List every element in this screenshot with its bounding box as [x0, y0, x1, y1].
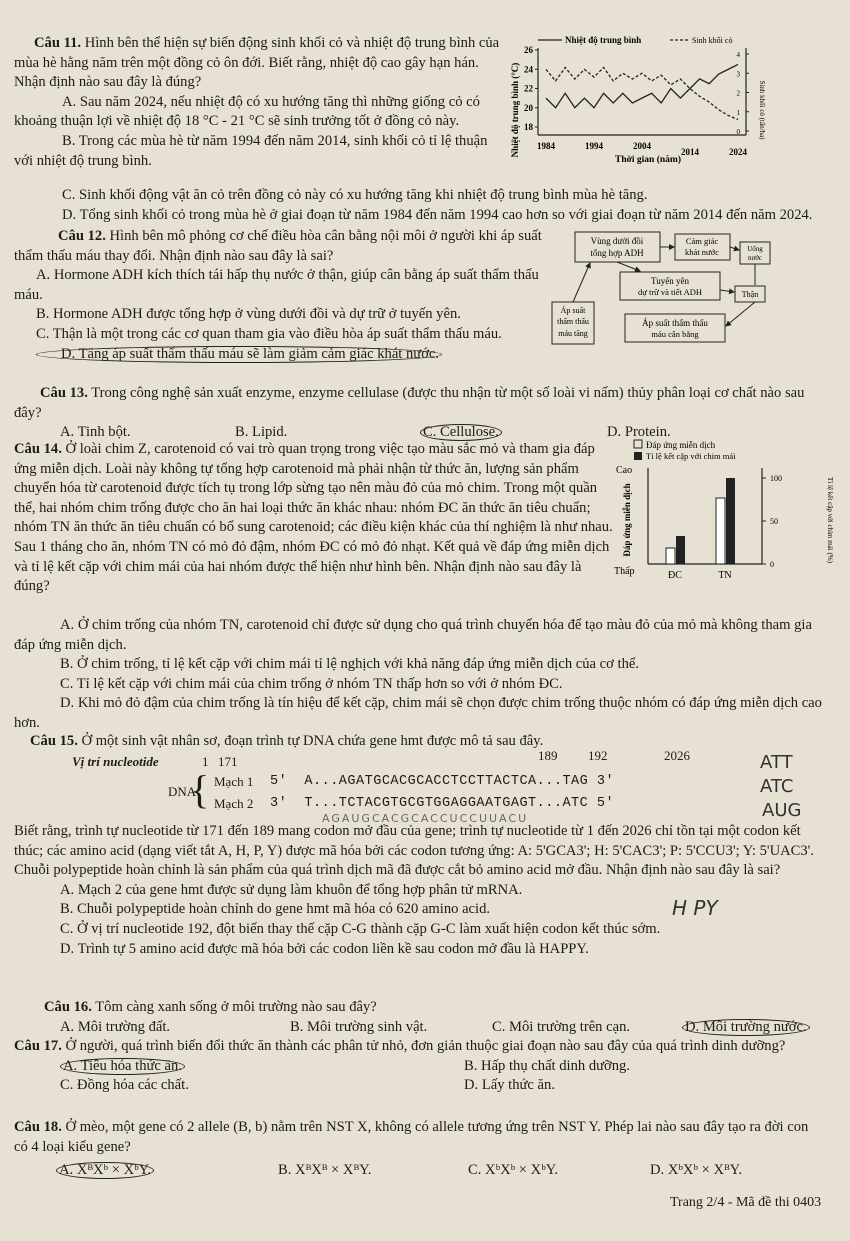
y2-ticks — [737, 51, 750, 136]
immune-pairing-chart — [612, 438, 836, 588]
question-13 — [14, 384, 824, 443]
option-a[interactable]: A. Hormone ADH kích thích tái hấp thụ nước ở thận, giúp cân bằng áp suất thẩm thấu máu. — [14, 267, 539, 303]
option-d-circle: D. Tăng áp suất thẩm thấu máu sẽ làm giảm cảm giác khát nước. — [36, 346, 442, 363]
node-drink-2: nước — [747, 254, 763, 262]
question-12-stem: Câu 12. Hình bên mô phỏng cơ chế điều hòa cân bằng nội môi ở người khi áp suất thẩm thấu máu thay đổi. Nhận định nào sau đây là sai? — [14, 228, 542, 264]
y2-axis-label: Tỉ lệ kết cặp với chim mái (%) — [826, 477, 834, 563]
adh-regulation-diagram — [550, 230, 775, 350]
bar-dc-pair — [676, 536, 685, 564]
option-d[interactable]: D. Trình tự 5 amino acid được mã hóa bởi các codon liền kề sau codon mở đầu là HAPPY. — [60, 940, 589, 957]
position-label: Vị trí nucleotide — [72, 754, 159, 769]
y2-tick-label: 3 — [736, 70, 740, 79]
diagram-svg — [550, 230, 775, 350]
option-a[interactable]: A. Ở chim trống của nhóm TN, carotenoid chỉ được sử dụng cho quá trình chuyển hóa để tạo màu đỏ của mỏ mà không tham gia đáp ứng miễn dịch. — [14, 617, 812, 653]
option-c[interactable]: C. Tỉ lệ kết cặp với chim mái của chim trống ở nhóm TN thấp hơn so với ở nhóm ĐC. — [60, 675, 563, 692]
chart-svg — [508, 30, 764, 170]
options-row — [14, 1161, 824, 1181]
y-tick-label: 22 — [524, 83, 533, 94]
option-b[interactable]: B. Chuỗi polypeptide hoàn chỉnh do gene hmt mã hóa có 620 amino acid. — [60, 901, 491, 918]
option-a[interactable]: A. Sau năm 2024, nếu nhiệt độ có xu hướng tăng thì những giống cỏ có khoảng thuận lợi về nhiệt độ 18 °C - 21 °C sẽ sinh trưởng tốt ở đồng cỏ này. — [14, 93, 480, 130]
option-b[interactable]: B. XᴮXᴮ × XᴮY. — [278, 1162, 372, 1179]
x-tick-label: 1984 — [537, 141, 555, 151]
bar-tn-pair — [726, 478, 735, 564]
option-c[interactable]: C. Cellulose. — [420, 423, 607, 443]
group-labels — [668, 570, 732, 581]
bar-tn-immune — [716, 498, 725, 564]
handwriting-mrna: AGAUGCACGCACCUCCUUACU — [322, 812, 529, 825]
node-hypothalamus-1: Vùng dưới đồi — [590, 236, 644, 246]
option-d[interactable] — [14, 345, 542, 365]
y2-tick-label: 0 — [736, 128, 740, 136]
handwriting-atc: ATC — [760, 776, 794, 797]
group-label: ĐC — [668, 570, 682, 581]
question-17-stem: Câu 17. Ở người, quá trình biến đổi thức ăn thành các phân tử nhỏ, đơn giản thuộc giai đoạn nào sau đây của quá trình dinh dưỡng? — [14, 1038, 786, 1054]
option-b[interactable]: B. Hấp thụ chất dinh dưỡng. — [464, 1057, 631, 1074]
option-b[interactable]: B. Trong các mùa hè từ năm 1994 đến năm 2014, sinh khối cỏ tỉ lệ thuận với nhiệt độ trung bình. — [14, 132, 488, 169]
option-a[interactable]: A. Tinh bột. — [60, 424, 131, 441]
pos-189: 189 — [538, 748, 558, 763]
question-14 — [14, 440, 614, 597]
series-biomass-line — [546, 67, 738, 119]
x-tick-label: 1994 — [585, 141, 603, 151]
question-15-stem: Câu 15. Ở một sinh vật nhân sơ, đoạn trình tự DNA chứa gene hmt được mô tả sau đây. — [30, 733, 544, 749]
options-row-2 — [14, 1076, 824, 1096]
pos-192: 192 — [588, 748, 608, 763]
option-c[interactable]: C. Sinh khối động vật ăn cỏ trên đồng cỏ này có xu hướng tăng khi nhiệt độ trung bình mùa hè tăng. — [62, 187, 648, 203]
question-11-stem: Câu 11. Hình bên thể hiện sự biến động sinh khối cỏ và nhiệt độ trung bình của mùa hè hằng năm trên một đồng cỏ ôn đới. Biết rằng, nhiệt độ cao gây hạn hán. Nhận định nào sau đây là đúng? — [14, 35, 500, 91]
question-14-stem: Câu 14. Ở loài chim Z, carotenoid có vai trò quan trọng trong việc tạo màu sắc mỏ và tham gia đáp ứng miễn dịch. Loài này không tự tổng hợp carotenoid mà phải nhận từ thức ăn, lượng sản phẩm chuyển hóa từ carotenoid được tích tụ trong lớp sừng tạo nên màu đỏ của mỏ chim. Trong một quần thể, hai nhóm chim trống được cho ăn hai loại thức ăn khác nhau: nhóm ĐC ăn thức ăn tiêu chuẩn; nhóm TN ăn thức ăn tiêu chuẩn có bổ sung carotenoid; các điều kiện khác của thí nghiệm là như nhau. Sau 1 tháng cho ăn, nhóm TN có mỏ đỏ đậm, nhóm ĐC có mỏ đỏ nhạt. Kết quả về đáp ứng miễn dịch và tỉ lệ kết cặp với chim mái của hai nhóm được thể hiện như hình bên. Nhận định nào sau đây là đúng? — [14, 441, 613, 595]
handwriting-aug: AUG — [762, 800, 802, 821]
legend-temp: Nhiệt độ trung bình — [565, 35, 642, 45]
node-high-1: Áp suất — [560, 306, 586, 315]
y2-tick-label: 0 — [770, 560, 774, 569]
strand-1-label: Mạch 1 — [214, 774, 254, 789]
question-16-stem: Câu 16. Tôm càng xanh sống ở môi trường nào sau đây? — [44, 999, 377, 1015]
y-tick-label: 20 — [524, 102, 533, 113]
y-ticks — [524, 45, 538, 132]
node-kidney: Thận — [741, 290, 759, 299]
option-d[interactable]: D. XᵇXᵇ × XᴮY. — [650, 1162, 742, 1179]
option-c[interactable]: C. Thận là một trong các cơ quan tham gia vào điều hòa áp suất thẩm thấu máu. — [36, 325, 502, 342]
option-d[interactable]: D. Khi mỏ đỏ đậm của chim trống là tín hiệu để kết cặp, chim mái sẽ chọn được chim trống thuộc nhóm có đáp ứng miễn dịch cao hơn. — [14, 695, 822, 731]
pos-2026: 2026 — [664, 748, 690, 763]
option-a[interactable]: A. Mạch 2 của gene hmt được sử dụng làm khuôn để tổng hợp phân tử mRNA. — [60, 881, 523, 898]
y2-axis-label: Sinh khối cỏ (tấn/ha) — [758, 80, 766, 140]
legend-pair: Tỉ lệ kết cặp với chim mái — [646, 451, 736, 461]
pos-171: 171 — [218, 754, 238, 769]
question-15 — [14, 732, 824, 752]
node-high-3: máu tăng — [558, 329, 588, 338]
dna-label: DNA — [168, 784, 197, 799]
strand-2-label: Mạch 2 — [214, 796, 254, 811]
node-balanced-2: máu cân bằng — [651, 329, 699, 339]
y2-tick-label: 100 — [770, 474, 782, 483]
option-c[interactable]: C. Đồng hóa các chất. — [60, 1077, 189, 1094]
option-c[interactable]: C. Ở vị trí nucleotide 192, đột biến thay thế cặp C-G thành cặp G-C làm xuất hiện codon kết thúc sớm. — [60, 920, 661, 937]
y-tick-label: 24 — [524, 64, 533, 75]
option-d[interactable]: D. Protein. — [607, 424, 671, 441]
x-tick-label: 2014 — [681, 147, 699, 157]
pos-1: 1 — [202, 754, 209, 769]
y-tick-label: 18 — [524, 122, 533, 132]
x-axis-label: Thời gian (năm) — [615, 155, 681, 165]
option-d[interactable]: D. Môi trường nước. — [682, 1018, 810, 1038]
option-a[interactable]: A. Môi trường đất. — [60, 1018, 171, 1035]
bar-dc-immune — [666, 548, 675, 564]
question-14-options — [14, 616, 824, 734]
option-c[interactable]: C. XᵇXᵇ × XᵇY. — [468, 1162, 559, 1179]
node-high-2: thẩm thấu — [557, 317, 589, 326]
options-row — [14, 1018, 824, 1038]
y-low: Thấp — [614, 566, 635, 577]
brace: { — [190, 767, 210, 812]
y-tick-label: 26 — [524, 45, 533, 55]
legend-bio: Sinh khối cỏ — [692, 36, 733, 45]
option-d[interactable]: D. Lấy thức ăn. — [464, 1077, 555, 1094]
node-drink-1: Uống — [747, 245, 763, 253]
option-b[interactable]: B. Ở chim trống, tỉ lệ kết cặp với chim mái tỉ lệ nghịch với khả năng đáp ứng miễn dịch của cơ thể. — [60, 656, 639, 673]
question-18 — [14, 1118, 824, 1181]
y2-ticks — [762, 474, 782, 569]
y-high: Cao — [616, 465, 633, 476]
series-lines — [546, 64, 738, 119]
option-d[interactable]: D. Tổng sinh khối cỏ trong mùa hè ở giai đoạn từ năm 1984 đến năm 1994 cao hơn so với giai đoạn từ năm 2014 đến năm 2024. — [62, 206, 813, 223]
strand-1-seq: 5' A...AGATGCACGCACCTCCTTACTCA...TAG 3' — [270, 774, 615, 789]
node-hypothalamus-2: tổng hợp ADH — [590, 248, 644, 258]
y2-tick-label: 50 — [770, 517, 778, 526]
handwriting-happy: H PY — [672, 896, 718, 920]
strand-2-seq: 3' T...TCTACGTGCGTGGAGGAATGAGT...ATC 5' — [270, 796, 615, 811]
question-18-stem: Câu 18. Ở mèo, một gene có 2 allele (B, b) nằm trên NST X, không có allele tương ứng trên NST Y. Phép lai nào sau đây tạo ra đời con có 4 loại kiểu gene? — [14, 1119, 809, 1155]
x-tick-label: 2024 — [729, 147, 747, 157]
question-12 — [14, 227, 542, 364]
option-a[interactable]: A. XᴮXᵇ × XᵇY. — [14, 1161, 278, 1181]
dna-sequence — [30, 748, 730, 818]
question-11 — [14, 34, 504, 171]
options-row-1 — [14, 1057, 824, 1077]
y2-tick-label: 1 — [736, 108, 740, 117]
option-a[interactable]: A. Tiêu hóa thức ăn. — [14, 1057, 464, 1077]
group-label: TN — [718, 570, 732, 581]
legend-immune: Đáp ứng miễn dịch — [646, 440, 716, 450]
option-b[interactable]: B. Môi trường sinh vật. — [290, 1018, 428, 1035]
option-c[interactable]: C. Môi trường trên cạn. — [492, 1018, 631, 1035]
y-axis-label: Đáp ứng miễn dịch — [622, 483, 632, 557]
question-15-body — [14, 822, 824, 959]
y2-tick-label: 2 — [736, 89, 740, 98]
question-16 — [14, 998, 824, 1037]
x-tick-label: 2004 — [633, 141, 651, 151]
y2-tick-label: 4 — [736, 51, 740, 59]
option-b[interactable]: B. Lipid. — [235, 424, 288, 441]
option-b[interactable]: B. Hormone ADH được tổng hợp ở vùng dưới đồi và dự trữ ở tuyến yên. — [36, 306, 461, 323]
node-thirst-1: Cảm giác — [685, 236, 719, 246]
temperature-biomass-chart — [508, 30, 764, 170]
handwriting-att: ATT — [760, 752, 793, 773]
node-pituitary-2: dự trữ và tiết ADH — [638, 287, 702, 297]
chart14-svg — [612, 438, 836, 588]
series-temperature-line — [546, 64, 738, 107]
question-15-text: Biết rằng, trình tự nucleotide từ 171 đến 189 mang codon mở đầu của gene; trình tự nucleotide từ 1 đến 2026 chỉ tồn tại một codon kết thúc; các amino acid (dạng viết tắt A, H, P, Y) được mã hóa bởi các codon tương ứng: A: 5'GCA3'; H: 5'CAC3'; P: 5'CCU3'; Y: 5'UAC3'. Chuỗi polypeptide hoàn chỉnh là sản phẩm của quá trình dịch mã đã được cắt bỏ amino acid mở đầu. Nhận định nào sau đây là sai? — [14, 823, 814, 879]
question-17 — [14, 1037, 824, 1096]
node-thirst-2: khát nước — [685, 247, 719, 257]
node-balanced-1: Áp suất thẩm thấu — [642, 318, 708, 328]
bars — [666, 478, 735, 564]
question-13-stem: Câu 13. Trong công nghệ sản xuất enzyme, enzyme cellulase (được thu nhận từ một số loài vi nấm) thủy phân loại cơ chất nào sau đây? — [14, 385, 805, 421]
question-11-options-cd — [14, 186, 824, 225]
y-axis-label: Nhiệt độ trung bình (°C) — [510, 62, 520, 158]
page-footer: Trang 2/4 - Mã đề thi 0403 — [670, 1195, 822, 1210]
node-pituitary-1: Tuyến yên — [651, 276, 689, 286]
